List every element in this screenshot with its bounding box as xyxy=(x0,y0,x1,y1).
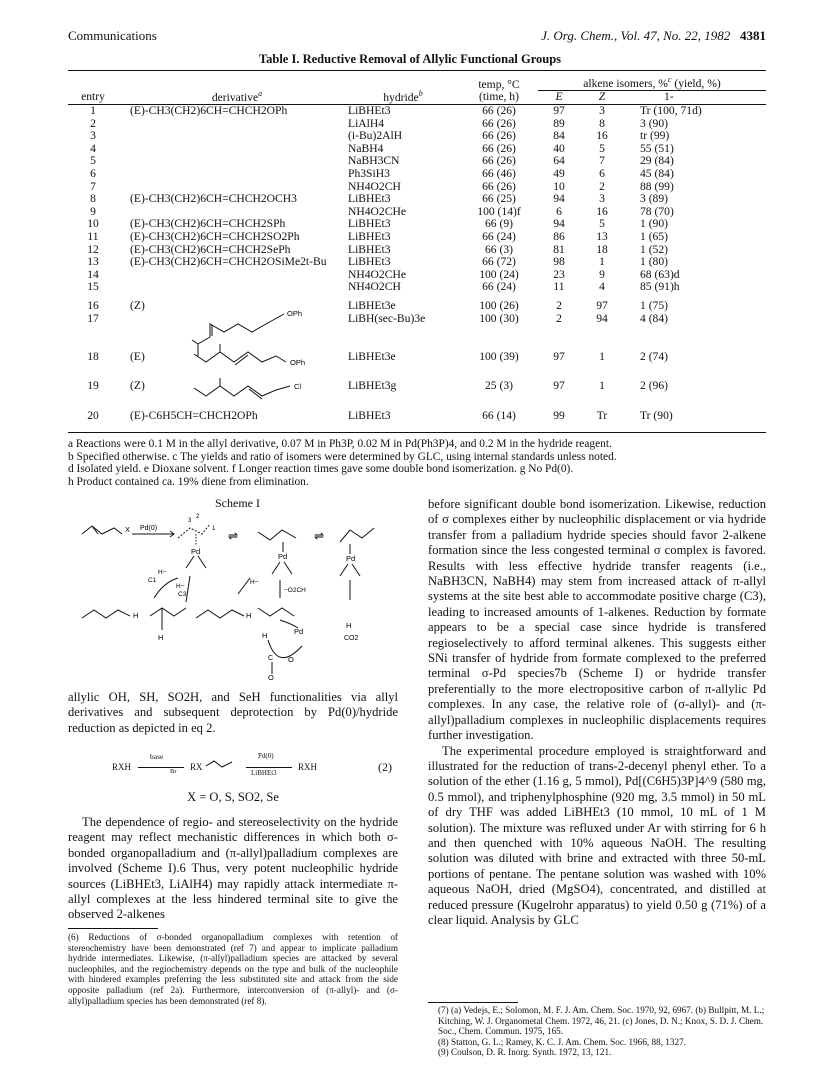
row-temp-time: 100 (14)f xyxy=(477,204,521,218)
scheme-label-pd-d: Pd xyxy=(294,627,304,636)
row-derivative: (E)-CH3(CH2)6CH=CHCH2OPh xyxy=(130,104,288,118)
row-z-percent: 94 xyxy=(596,311,608,325)
row-1-alkene: 3 (90) xyxy=(640,116,669,130)
scheme-label-h-b: H xyxy=(158,633,164,642)
row-e-percent: 97 xyxy=(553,378,565,392)
row-derivative: (E)-CH3(CH2)6CH=CHCH2SPh xyxy=(130,217,286,231)
table-row xyxy=(68,392,766,423)
row-z-percent: 3 xyxy=(599,192,605,206)
row-temp-time: 66 (26) xyxy=(482,104,516,118)
scheme-label-pd-b: Pd xyxy=(278,552,288,561)
scheme-title: Scheme I xyxy=(215,496,260,510)
table-title: Table I. Reductive Removal of Allylic Functional Groups xyxy=(258,52,562,66)
equation-x-definition: X = O, S, SO2, Se xyxy=(187,790,279,804)
row-temp-time: 66 (24) xyxy=(482,280,516,294)
structure-entry-19 xyxy=(190,378,340,408)
row-e-percent: 40 xyxy=(553,141,565,155)
row-entry: 1 xyxy=(90,104,96,118)
row-e-percent: 94 xyxy=(553,192,565,206)
svg-text:C: C xyxy=(268,655,274,662)
col-header-temp: temp, °C (time, h) xyxy=(478,77,520,104)
row-1-alkene: 29 (84) xyxy=(640,154,674,168)
row-z-percent: 8 xyxy=(599,116,605,130)
row-1-alkene: Tr (100, 71d) xyxy=(640,104,702,118)
row-e-percent: 23 xyxy=(553,267,565,281)
page-number: 4381 xyxy=(740,28,766,43)
row-entry: 10 xyxy=(87,217,99,231)
row-derivative xyxy=(118,143,346,156)
right-column xyxy=(428,497,766,928)
row-e-percent: 84 xyxy=(553,129,565,143)
scheme-label-x: X xyxy=(125,525,131,534)
row-e-percent: 10 xyxy=(553,179,565,193)
left-paragraph-1: allylic OH, SH, SO2H, and SeH functionalities via allyl derivatives and subsequent deprotection by Pd(0)/hydride reduction as depicted in eq 2. xyxy=(68,690,398,735)
row-1-alkene: 88 (99) xyxy=(640,179,674,193)
row-hydride: NaBH4 xyxy=(348,141,384,155)
scheme-label-hminus-a: H− xyxy=(158,569,167,576)
reference-footnote: (9) Coulson, D. R. Inorg. Synth. 1972, 13, 121. xyxy=(438,1047,612,1058)
row-1-alkene: 78 (70) xyxy=(640,204,674,218)
scheme-label-1: 1 xyxy=(212,526,216,532)
row-z-percent: 4 xyxy=(599,280,605,294)
scheme-label-hminus-b: H− xyxy=(176,583,185,590)
row-1-alkene: 1 (75) xyxy=(640,298,669,312)
row-derivative: (E)-CH3(CH2)6CH=CHCH2SO2Ph xyxy=(130,229,300,243)
row-z-percent: 3 xyxy=(599,104,605,118)
col-header-alkene: alkene isomers, %$^c$ (yield, %) xyxy=(538,74,766,91)
row-derivative xyxy=(118,269,346,282)
row-derivative xyxy=(118,118,346,131)
table-row xyxy=(68,193,766,206)
row-temp-time: 66 (26) xyxy=(482,154,516,168)
row-temp-time: 66 (72) xyxy=(482,255,516,269)
row-derivative xyxy=(118,281,346,294)
row-entry: 5 xyxy=(90,154,96,168)
eq-number: (2) xyxy=(378,760,392,774)
scheme-label-2: 2 xyxy=(196,514,200,520)
row-entry: 19 xyxy=(87,378,99,392)
row-e-percent: 6 xyxy=(556,204,562,218)
col-header-E: E xyxy=(555,90,563,104)
row-e-percent: 98 xyxy=(553,255,565,269)
footnote-rule-right xyxy=(428,1002,518,1003)
svg-text:⇌: ⇌ xyxy=(314,529,325,543)
row-z-percent: 9 xyxy=(599,267,605,281)
row-temp-time: 100 (30) xyxy=(479,311,519,325)
scheme-label-h-a: H xyxy=(133,611,139,620)
table-body xyxy=(68,105,766,423)
row-temp-time: 66 (26) xyxy=(482,179,516,193)
row-1-alkene: 1 (65) xyxy=(640,229,669,243)
row-derivative: (E) xyxy=(130,350,145,364)
journal-citation: J. Org. Chem., Vol. 47, No. 22, 1982 xyxy=(541,28,731,43)
eq-base: base xyxy=(150,752,164,761)
row-1-alkene: 2 (74) xyxy=(640,350,669,364)
structure-label-ophen: OPh xyxy=(287,309,303,318)
row-1-alkene: 85 (91)h xyxy=(640,280,680,294)
row-entry: 9 xyxy=(90,204,96,218)
table-row xyxy=(68,231,766,244)
running-header-right xyxy=(541,28,766,44)
row-z-percent: 1 xyxy=(599,378,605,392)
row-hydride: LiBHEt3 xyxy=(348,104,391,118)
scheme-label-c1: C1 xyxy=(148,577,157,584)
scheme-label-h-d: H xyxy=(262,631,268,640)
scheme-label-3: 3 xyxy=(188,518,192,524)
table-row xyxy=(68,105,766,118)
left-paragraph-2: The dependence of regio- and stereoselectivity on the hydride reagent may reflect mechanistic differences in which both σ-bonded organopalladium and (π-allyl)palladium complexes are involved (Scheme I).6 Thus, very potent nucleophilic hydride sources (LiBHEt3, LiAlH4) may rapidly attack intermediate π-allyl complexes at the less hindered terminal site to give the observed 2-alkenes xyxy=(68,815,398,922)
eq-libhet3: LiBHEt3 xyxy=(251,769,277,777)
row-e-percent: 97 xyxy=(553,350,565,364)
reference-footnote: (8) Statton, G. L.; Ramey, K. C. J. Am. Chem. Soc. 1966, 88, 1327. xyxy=(438,1036,686,1047)
running-header-left: Communications xyxy=(68,28,157,43)
col-header-entry: entry xyxy=(81,90,105,104)
row-entry: 20 xyxy=(87,409,99,423)
scheme-label-o-b: O xyxy=(268,673,274,682)
row-temp-time: 66 (25) xyxy=(482,192,516,206)
row-hydride: LiBH(sec-Bu)3e xyxy=(348,311,426,325)
table-row xyxy=(68,130,766,143)
row-e-percent: 99 xyxy=(553,409,565,423)
row-hydride: LiBHEt3e xyxy=(348,350,396,364)
row-z-percent: 18 xyxy=(596,242,608,256)
row-derivative: (E)-CH3(CH2)6CH=CHCH2SePh xyxy=(130,242,291,256)
row-1-alkene: 55 (51) xyxy=(640,141,674,155)
row-e-percent: 81 xyxy=(553,242,565,256)
row-1-alkene: 1 (80) xyxy=(640,255,669,269)
right-paragraph-2: The experimental procedure employed is straightforward and illustrated for the reduction of trans-2-decenyl phenyl ether. To a solution of the ether (1.16 g, 5 mmol), Pd[(C6H5)3P]4^9 (580 mg, 0.5 mmol), and triphenylphosphine (920 mg, 3.5 mmol) in 50 mL of dry THF was added LiBHEt3 (10 mmol, 10 mL of 1 M solution). The mixture was refluxed under Ar with stirring for 6 h and then quenched with 10% aqueous NaOH. The resulting solution was diluted with brine and extracted with three 50-mL portions of pentane. The pentane solution was washed with 10% aqueous NaOH, dried (MgSO4), concentrated, and distilled at reduced pressure (Kugelrohr apparatus) to yield 0.50 g (71%) of a clear liquid. Analysis by GLC xyxy=(428,743,766,927)
row-temp-time: 66 (26) xyxy=(482,141,516,155)
row-z-percent: 97 xyxy=(596,298,608,312)
row-derivative: (Z) xyxy=(130,298,145,312)
row-temp-time: 66 (26) xyxy=(482,116,516,130)
row-z-percent: 7 xyxy=(599,154,605,168)
row-derivative: (E)-CH3(CH2)6CH=CHCH2OSiMe2t-Bu xyxy=(130,255,327,269)
table-row xyxy=(68,168,766,181)
row-entry: 14 xyxy=(87,267,99,281)
row-hydride: NH4O2CH xyxy=(348,280,401,294)
row-e-percent: 86 xyxy=(553,229,565,243)
row-1-alkene: 1 (52) xyxy=(640,242,669,256)
footnote-rule-left xyxy=(68,928,158,929)
table-row xyxy=(68,364,766,393)
scheme-label-h-c: H xyxy=(246,611,252,620)
table-footnote: d Isolated yield. e Dioxane solvent. f Longer reaction times gave some double bond isomerization. g No Pd(0). xyxy=(68,463,574,475)
scheme-label-h-e: H xyxy=(346,621,352,630)
col-header-1-alkene: 1- xyxy=(664,90,674,104)
row-entry: 13 xyxy=(87,255,99,269)
col-header-Z: Z xyxy=(598,90,606,104)
row-temp-time: 66 (3) xyxy=(484,242,513,256)
row-entry: 4 xyxy=(90,141,96,155)
row-z-percent: 13 xyxy=(596,229,608,243)
row-e-percent: 97 xyxy=(553,104,565,118)
right-paragraph-1: before significant double bond isomerization. Likewise, reduction of σ complexes either by nucleophilic displacement or via hydride transfer from a palladium hydride species should favor 2-alkene formation since the less congested terminal σ complex is favored. Results with less effective hydride transfer reagents (i.e., NaBH3CN, NaBH4) may stem from increased attack of π-allyl systems at the site best able to accommodate positive charge (C3), leading to increased amounts of 1-alkenes. Reduction by formate appears to be a special case since hydride is transfered regioselectively to afford terminal alkenes. This suggests either SNi transfer of hydride from formate complexed to the preferred terminal σ-Pd species7b (Scheme I) or hydride transfer preferentially to the more electropositive carbon of π-allylic Pd complexes. In any case, the relative role of (σ-allyl)- and (π-allyl)palladium complexes in nucleophilic displacements requires further investigation. xyxy=(428,497,766,743)
row-derivative xyxy=(118,168,346,181)
scheme-label-pd0: Pd(0) xyxy=(140,525,158,532)
row-1-alkene: 45 (84) xyxy=(640,167,674,181)
row-entry: 15 xyxy=(87,280,99,294)
scheme-1-diagram xyxy=(78,512,403,682)
row-derivative xyxy=(118,130,346,143)
row-z-percent: 2 xyxy=(599,179,605,193)
table-bottom-rule xyxy=(68,432,766,433)
eq-pd0: Pd(0) xyxy=(258,752,274,760)
table-footnotes xyxy=(68,438,768,488)
row-e-percent: 11 xyxy=(553,280,565,294)
scheme-label-c3: C3 xyxy=(178,591,187,598)
row-z-percent: 6 xyxy=(599,167,605,181)
row-hydride: LiBHEt3 xyxy=(348,217,391,231)
table-row xyxy=(68,313,766,326)
row-entry: 2 xyxy=(90,116,96,130)
row-z-percent: 5 xyxy=(599,217,605,231)
table-footnote: a Reactions were 0.1 M in the allyl derivative, 0.07 M in Ph3P, 0.02 M in Pd(Ph3P)4, and 0.2 M in the hydride reagent. xyxy=(68,438,612,450)
table-row xyxy=(68,294,766,313)
row-e-percent: 2 xyxy=(556,311,562,325)
row-hydride: LiBHEt3g xyxy=(348,378,397,392)
col-header-hydride: hydride$^b$ xyxy=(383,88,423,104)
structure-label-cl: Cl xyxy=(294,382,302,391)
row-temp-time: 25 (3) xyxy=(484,378,513,392)
row-temp-time: 66 (9) xyxy=(484,217,513,231)
left-column-lower xyxy=(68,815,398,923)
row-hydride: LiAlH4 xyxy=(348,116,385,130)
row-entry: 11 xyxy=(87,229,99,243)
row-1-alkene: 4 (84) xyxy=(640,311,669,325)
table-footnote: b Specified otherwise. c The yields and ratio of isomers were determined by GLC, using internal standards unless noted. xyxy=(68,450,617,463)
row-hydride: LiBHEt3 xyxy=(348,255,391,269)
row-entry: 6 xyxy=(90,167,96,181)
row-z-percent: 16 xyxy=(596,204,608,218)
row-hydride: LiBHEt3 xyxy=(348,242,391,256)
row-hydride: Ph3SiH3 xyxy=(348,167,390,181)
row-1-alkene: 2 (96) xyxy=(640,378,669,392)
footnotes-right xyxy=(428,1005,766,1058)
row-1-alkene: tr (99) xyxy=(640,129,670,143)
row-e-percent: 49 xyxy=(553,167,565,181)
row-hydride: NH4O2CHe xyxy=(348,267,406,281)
row-e-percent: 64 xyxy=(553,154,565,168)
row-z-percent: 16 xyxy=(596,129,608,143)
row-hydride: LiBHEt3 xyxy=(348,192,391,206)
row-hydride: NH4O2CHe xyxy=(348,204,406,218)
eq-rx: RX xyxy=(190,762,203,772)
scheme-label-o-a: O xyxy=(288,655,294,664)
row-entry: 12 xyxy=(87,242,99,256)
row-z-percent: 1 xyxy=(599,255,605,269)
table-top-rule xyxy=(68,70,766,71)
row-1-alkene: 3 (89) xyxy=(640,192,669,206)
row-1-alkene: Tr (90) xyxy=(640,409,673,423)
row-entry: 3 xyxy=(90,129,96,143)
reference-footnote: (7) (a) Vedejs, E.; Solomon, M. F. J. Am. Chem. Soc. 1970, 92, 6967. (b) Bullpitt, M. L.; Kitching, W. J. Organometal Chem. 1972, 46, 21. (c) Jones, D. N.; Knox, S. D. J. Chem. Soc., Chem. Commun. 1975, 165. xyxy=(438,1005,765,1037)
eq-br: Br xyxy=(170,768,177,775)
scheme-label-hminus-c: H− xyxy=(250,579,259,586)
row-temp-time: 100 (39) xyxy=(479,350,519,364)
row-z-percent: 1 xyxy=(599,350,605,364)
row-1-alkene: 68 (63)d xyxy=(640,267,680,281)
row-entry: 8 xyxy=(90,192,96,206)
structure-entry-18 xyxy=(190,344,340,374)
eq-rxh-product: RXH xyxy=(298,762,318,772)
row-z-percent: 5 xyxy=(599,141,605,155)
row-derivative: (Z) xyxy=(130,378,145,392)
row-e-percent: 2 xyxy=(556,298,562,312)
row-hydride: NaBH3CN xyxy=(348,154,400,168)
table-footnote: h Product contained ca. 19% diene from elimination. xyxy=(68,475,309,488)
row-hydride: LiBHEt3 xyxy=(348,229,391,243)
row-e-percent: 94 xyxy=(553,217,565,231)
row-temp-time: 100 (24) xyxy=(479,267,519,281)
row-temp-time: 100 (26) xyxy=(479,298,519,312)
row-entry: 17 xyxy=(87,311,99,325)
row-entry: 18 xyxy=(87,350,99,364)
row-temp-time: 66 (24) xyxy=(482,229,516,243)
col-header-derivative: derivative$^a$ xyxy=(211,88,263,104)
left-column xyxy=(68,690,398,736)
row-temp-time: 66 (14) xyxy=(482,409,516,423)
row-derivative: (E)-C6H5CH=CHCH2OPh xyxy=(130,409,258,423)
row-hydride: (i-Bu)2AlH xyxy=(348,129,403,143)
table-row xyxy=(68,281,766,294)
row-e-percent: 89 xyxy=(553,116,565,130)
row-derivative: (E)-CH3(CH2)6CH=CHCH2OCH3 xyxy=(130,192,297,206)
table-reductive-removal xyxy=(68,74,766,423)
row-entry: 7 xyxy=(90,179,96,193)
scheme-label-formate: −O2CH xyxy=(284,587,306,594)
eq-rxh: RXH xyxy=(112,762,132,772)
table-row xyxy=(68,325,766,364)
scheme-label-pd-c: Pd xyxy=(346,554,356,563)
row-temp-time: 66 (26) xyxy=(482,129,516,143)
row-z-percent: Tr xyxy=(596,409,608,423)
row-1-alkene: 1 (90) xyxy=(640,217,669,231)
row-derivative xyxy=(118,155,346,168)
scheme-label-pd-a: Pd xyxy=(191,547,201,556)
scheme-label-co2: CO2 xyxy=(344,635,359,642)
structure-label-ophen-18: OPh xyxy=(290,358,306,367)
table-row xyxy=(68,256,766,269)
footnote-6: (6) Reductions of σ-bonded organopalladium complexes with retention of stereochemistry have been demonstrated (ref 7) and appear to implicate palladium hydride intermediates. Likewise, (π-allyl)palladium species are attacked by several nucleophiles, and the regiochemistry depends on the type and bulk of the nucleophile with hindered examples preferring the less substituted site and attack from the side opposite palladium (ref 2a). Furthermore, interconversion of (π-allyl)- and (σ-allyl)palladium species has been demonstrated (ref 8). xyxy=(68,932,398,1006)
row-entry: 16 xyxy=(87,298,99,312)
row-hydride: NH4O2CH xyxy=(348,179,401,193)
svg-text:⇌: ⇌ xyxy=(228,529,239,543)
row-hydride: LiBHEt3e xyxy=(348,298,396,312)
row-hydride: LiBHEt3 xyxy=(348,409,391,423)
equation-2 xyxy=(112,752,402,786)
row-temp-time: 66 (46) xyxy=(482,167,516,181)
